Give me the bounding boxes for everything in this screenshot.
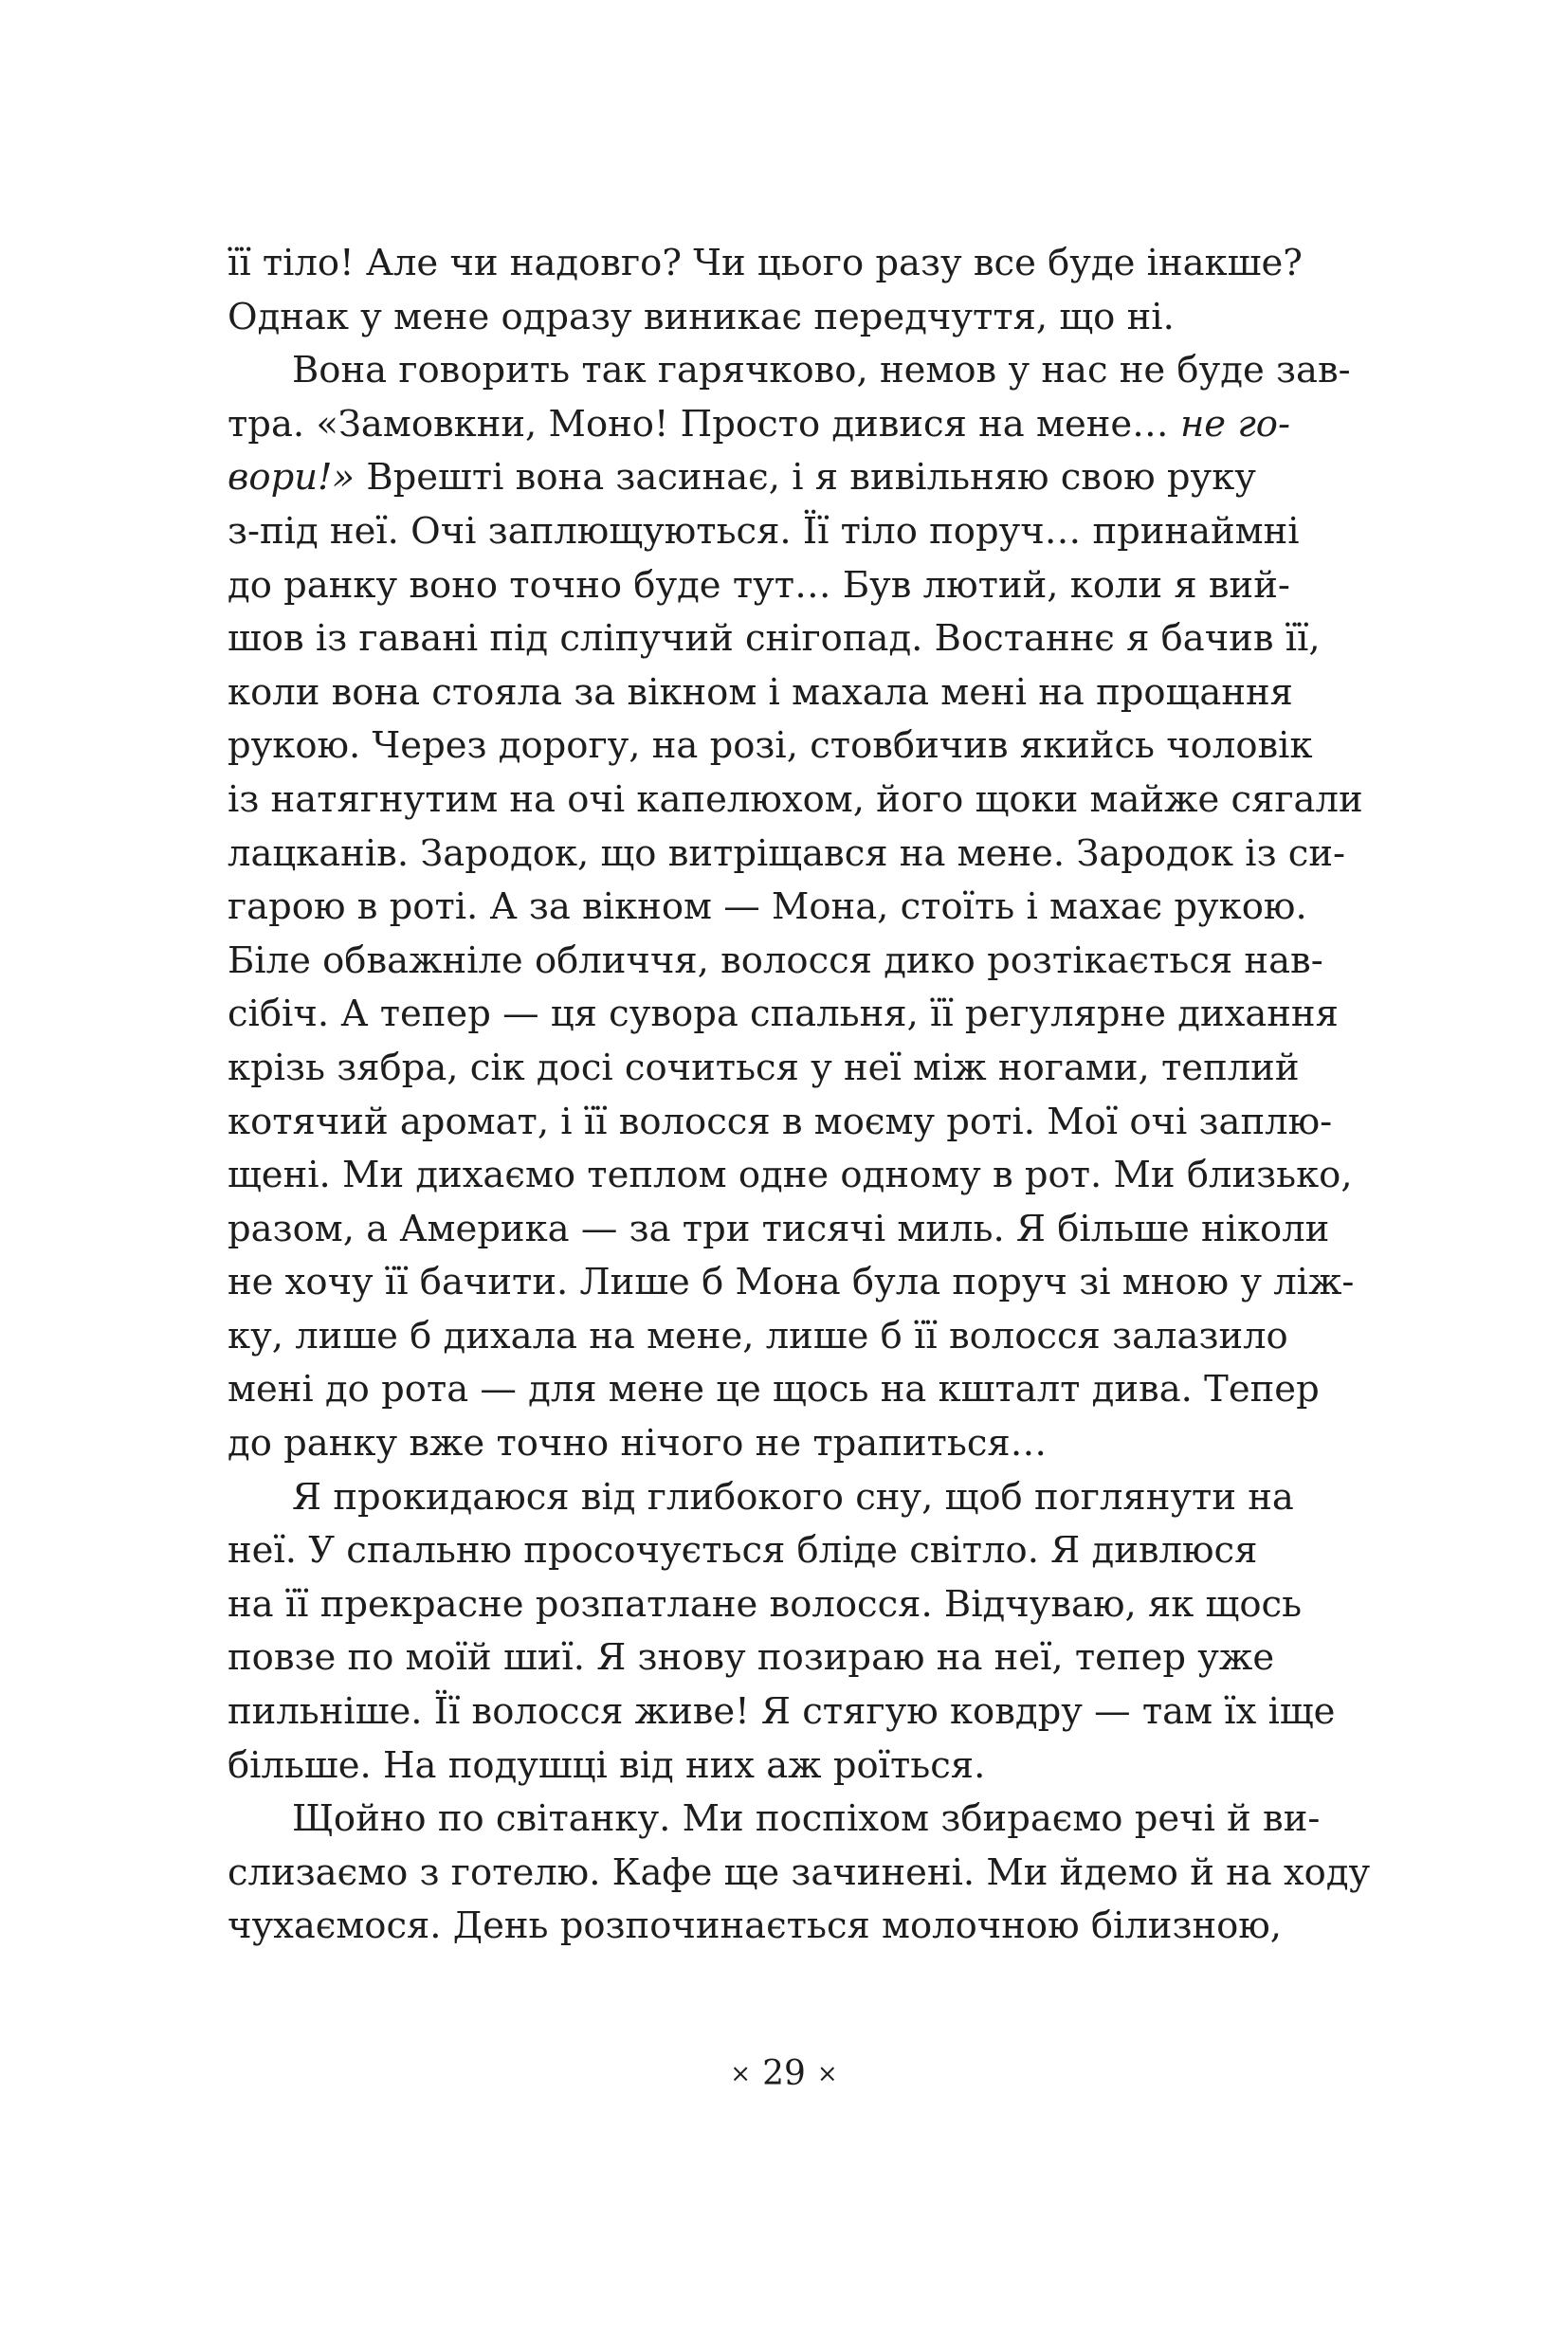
- text-line: із натягнутим на очі капелюхом, його щоки майже сягали: [228, 777, 1363, 821]
- page-number-value: 29: [762, 2054, 806, 2093]
- text-line: слизаємо з готелю. Кафе ще зачинені. Ми йдемо й на ходу: [228, 1850, 1371, 1894]
- body-text: [228, 237, 1371, 1954]
- text-span: тра. «Замовкни, Моно! Просто дивися на мене…: [228, 402, 1169, 446]
- text-line: разом, а Америка — за три тисячі миль. Я більше ніколи: [228, 1207, 1330, 1250]
- text-line: з-під неї. Очі заплющуються. Її тіло поруч… принаймні: [228, 509, 1300, 553]
- italic-quote-span: вори!»: [228, 456, 356, 500]
- text-line: мені до рота — для мене це щось на кшталт дива. Тепер: [228, 1368, 1320, 1412]
- text-line: більше. На подушці від них аж роїться.: [228, 1743, 986, 1787]
- text-line: [228, 451, 1256, 505]
- page-number: [0, 2050, 1568, 2098]
- text-line: на її прекрасне розпатлане волосся. Відчуваю, як щось: [228, 1582, 1303, 1626]
- text-line: пильніше. Її волосся живе! Я стягую ковдру — там їх іще: [228, 1690, 1336, 1734]
- text-line: до ранку вже точно нічого не трапиться…: [228, 1422, 1048, 1466]
- text-line: Біле обважніле обличчя, волосся дико розтікається нав-: [228, 938, 1323, 982]
- text-line: сібіч. А тепер — ця сувора спальня, її регулярне дихання: [228, 993, 1339, 1036]
- text-line: чухаємося. День розпочинається молочною білизною,: [228, 1904, 1283, 1948]
- text-line: лацканів. Зародок, що витріщався на мене. Зародок із си-: [228, 831, 1346, 875]
- text-line: рукою. Через дорогу, на розі, стовбичив якийсь чоловік: [228, 724, 1313, 768]
- paragraph-start-line: Я прокидаюся від глибокого сну, щоб поглянути на: [292, 1475, 1294, 1519]
- paragraph-start-line: Вона говорить так гарячково, немов у нас не буде зав-: [292, 349, 1351, 392]
- text-line: неї. У спальню просочується бліде світло. Я дивлюся: [228, 1529, 1258, 1573]
- paragraph-start-line: Щойно по світанку. Ми поспіхом збираємо речі й ви-: [292, 1797, 1321, 1841]
- text-line: до ранку воно точно буде тут… Був лютий, коли я вий-: [228, 563, 1290, 607]
- text-line: щені. Ми дихаємо теплом одне одному в рот. Ми близько,: [228, 1154, 1353, 1197]
- text-line: повзе по моїй шиї. Я знову позираю на неї, тепер уже: [228, 1636, 1275, 1680]
- page-number-right-mark: ×: [816, 2060, 838, 2088]
- text-line: не хочу її бачити. Лише б Мона була поруч зі мною у ліж-: [228, 1261, 1355, 1304]
- text-line: крізь зябра, сік досі сочиться у неї між ногами, теплий: [228, 1046, 1300, 1089]
- text-line: її тіло! Але чи надовго? Чи цього разу все буде інакше?: [228, 242, 1303, 284]
- italic-quote-span: не го-: [1179, 402, 1290, 446]
- page-number-left-mark: ×: [730, 2060, 752, 2088]
- text-line: [228, 398, 1290, 452]
- text-line: котячий аромат, і її волосся в моєму роті. Мої очі заплю-: [228, 1100, 1333, 1143]
- text-line: шов із гавані під сліпучий снігопад. Востаннє я бачив її,: [228, 617, 1321, 661]
- text-line: ку, лише б дихала на мене, лише б її волосся залазило: [228, 1314, 1288, 1357]
- text-line: коли вона стояла за вікном і махала мені на прощання: [228, 670, 1293, 714]
- text-line: гарою в роті. А за вікном — Мона, стоїть і махає рукою.: [228, 885, 1307, 929]
- text-span: Врешті вона засинає, і я вивільняю свою руку: [366, 456, 1256, 500]
- text-line: Однак у мене одразу виникає передчуття, що ні.: [228, 295, 1175, 338]
